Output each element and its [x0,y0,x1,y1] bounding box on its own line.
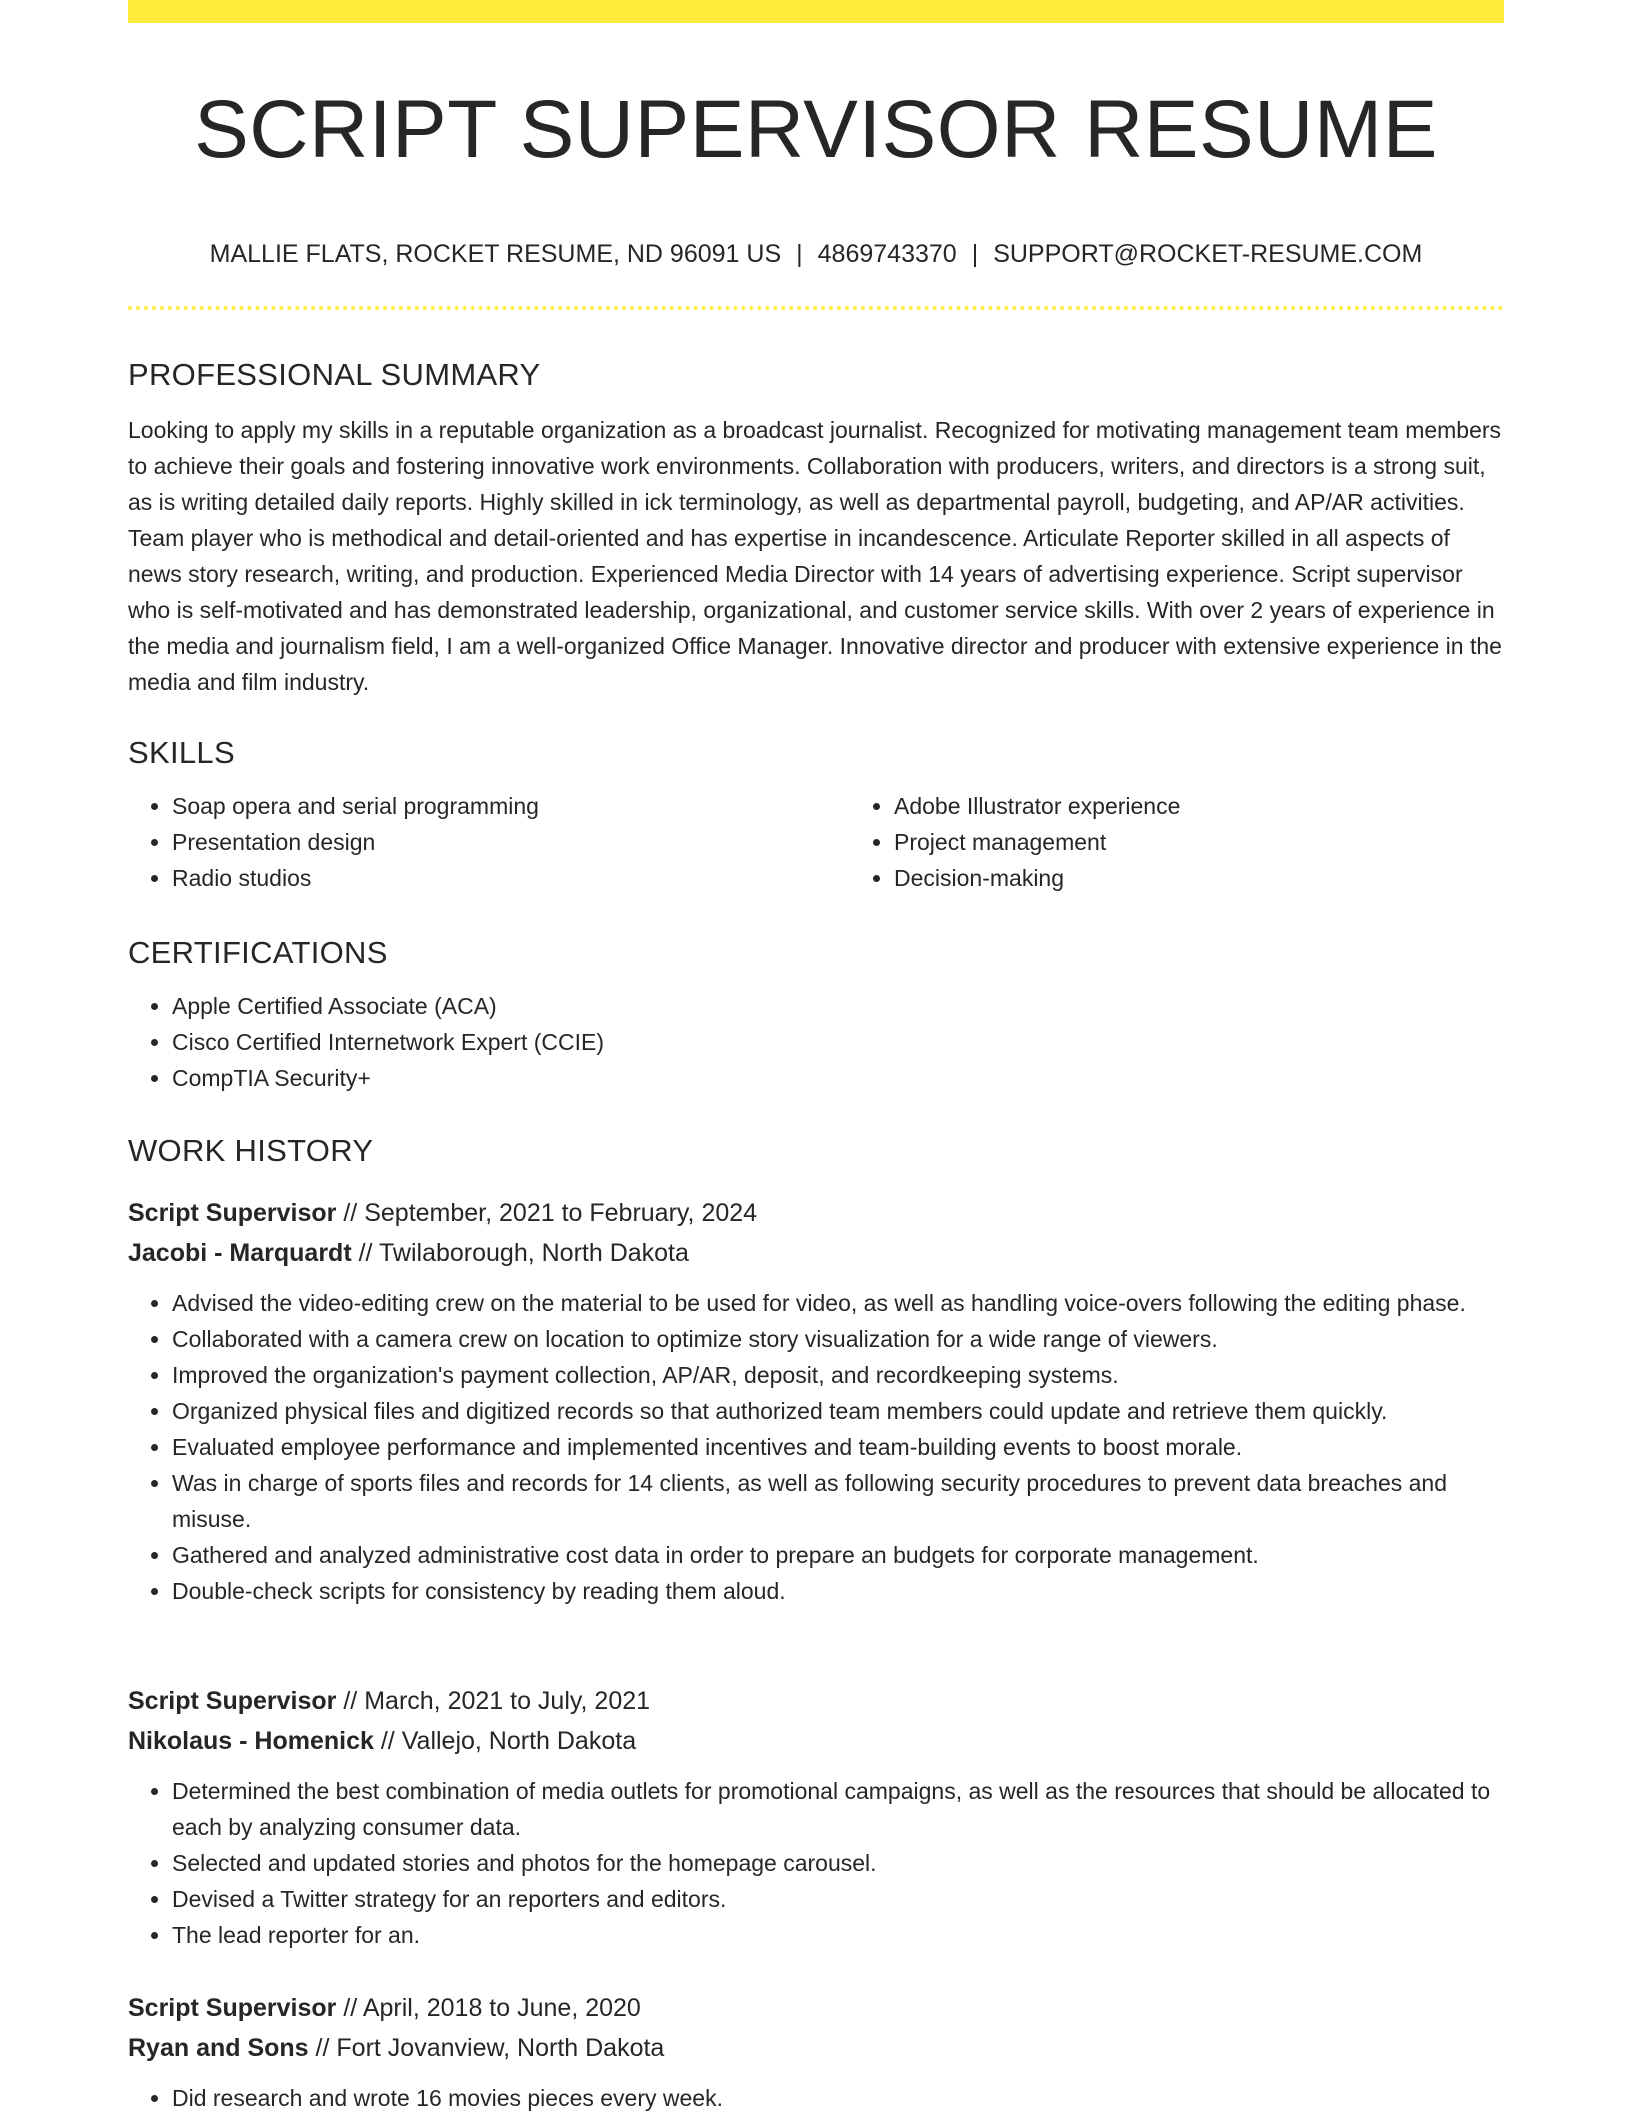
job-location: Fort Jovanview, North Dakota [336,2034,665,2062]
job-role-line [128,1988,1504,2028]
skills-columns [128,772,1504,896]
summary-section [128,356,1504,700]
certification-item: • CompTIA Security+ [172,1060,1504,1096]
job-separator: // [315,2034,330,2062]
job-company: Nikolaus - Homenick [128,1727,374,1755]
skill-item: • Adobe Illustrator experience [894,788,1572,824]
job-role: Script Supervisor [128,1199,337,1227]
job-bullet: • Did research and wrote 16 movies pieces every week. [172,2080,1504,2116]
job-bullet: • Improved the organization's payment collection, AP/AR, deposit, and recordkeeping systems. [172,1357,1504,1393]
certification-item: • Apple Certified Associate (ACA) [172,988,1504,1024]
skill-item: • Decision-making [894,860,1572,896]
contact-separator: | [796,240,803,268]
job-separator: // [343,1994,358,2022]
certifications-list [128,988,1504,1096]
work-history-section [128,1132,1504,1170]
job-separator: // [358,1239,373,1267]
resume-title: SCRIPT SUPERVISOR RESUME [194,84,1438,175]
job-bullet: • The lead reporter for an. [172,1917,1504,1953]
job-entry [128,1193,1504,1609]
job-role-line [128,1681,1504,1721]
job-separator: // [343,1687,358,1715]
job-entry [128,1681,1504,1953]
summary-text: Looking to apply my skills in a reputable organization as a broadcast journalist. Recognized for motivating management team members to achieve their goals and fostering innovative work environments. Collaboration with producers, writers, and directors is a strong suit, as is writing detailed daily reports. Highly skilled in ick terminology, as well as departmental payroll, budgeting, and AP/AR activities. Team player who is methodical and detail-oriented and has expertise in incandescence. Articulate Reporter skilled in all aspects of news story research, writing, and production. Experienced Media Director with 14 years of advertising experience. Script supervisor who is self-motivated and has demonstrated leadership, organizational, and customer service skills. With over 2 years of experience in the media and journalism field, I am a well-organized Office Manager. Innovative director and producer with extensive experience in the media and film industry. [128,417,1502,695]
job-bullets [128,1285,1504,1609]
contact-line [128,236,1504,272]
job-bullet: • Advised the video-editing crew on the material to be used for video, as well as handling voice-overs following the editing phase. [172,1285,1504,1321]
section-heading: PROFESSIONAL SUMMARY [128,357,541,392]
job-bullet: • Double-check scripts for consistency by reading them aloud. [172,1573,1504,1609]
contact-address: MALLIE FLATS, ROCKET RESUME, ND 96091 US [209,240,782,268]
skills-list-right [850,788,1572,896]
job-company-line [128,1721,1504,1761]
job-bullet: • Collaborated with a camera crew on location to optimize story visualization for a wide range of viewers. [172,1321,1504,1357]
job-bullet: • Organized physical files and digitized records so that authorized team members could update and retrieve them quickly. [172,1393,1504,1429]
skill-item: • Project management [894,824,1572,860]
skill-item: • Presentation design [172,824,850,860]
job-bullets [128,1773,1504,1953]
section-heading: SKILLS [128,735,235,770]
job-bullet: • Evaluated employee performance and implemented incentives and team-building events to boost morale. [172,1429,1504,1465]
job-company: Jacobi - Marquardt [128,1239,352,1267]
job-bullet: • Gathered and analyzed administrative cost data in order to prepare an budgets for corporate management. [172,1537,1504,1573]
job-role: Script Supervisor [128,1687,337,1715]
contact-email: SUPPORT@ROCKET-RESUME.COM [993,240,1423,268]
job-company-line [128,2028,1504,2068]
job-location: Twilaborough, North Dakota [379,1239,689,1267]
section-heading: CERTIFICATIONS [128,935,388,970]
skills-list-left [128,788,850,896]
job-entry [128,1988,1504,2116]
job-bullet: • Was in charge of sports files and records for 14 clients, as well as following security procedures to prevent data breaches and misuse. [172,1465,1504,1537]
job-bullets [128,2080,1504,2116]
job-role-line [128,1193,1504,1233]
certifications-section [128,934,1504,1096]
skill-item: • Radio studios [172,860,850,896]
section-heading: WORK HISTORY [128,1133,374,1168]
skills-section [128,734,1504,896]
skill-item: • Soap opera and serial programming [172,788,850,824]
dotted-divider [128,306,1504,310]
job-role: Script Supervisor [128,1994,337,2022]
contact-separator: | [971,240,979,268]
job-dates: April, 2018 to June, 2020 [362,1994,641,2022]
job-company-line [128,1233,1504,1273]
job-separator: // [343,1199,358,1227]
certification-item: • Cisco Certified Internetwork Expert (CCIE) [172,1024,1504,1060]
job-bullet: • Selected and updated stories and photos for the homepage carousel. [172,1845,1504,1881]
job-company: Ryan and Sons [128,2034,309,2062]
accent-top-bar [128,0,1504,23]
job-dates: September, 2021 to February, 2024 [364,1199,758,1227]
job-bullet: • Devised a Twitter strategy for an reporters and editors. [172,1881,1504,1917]
job-bullet: • Determined the best combination of media outlets for promotional campaigns, as well as the resources that should be allocated to each by analyzing consumer data. [172,1773,1504,1845]
job-dates: March, 2021 to July, 2021 [364,1687,651,1715]
job-location: Vallejo, North Dakota [401,1727,637,1755]
job-separator: // [380,1727,395,1755]
contact-phone: 4869743370 [817,240,957,268]
